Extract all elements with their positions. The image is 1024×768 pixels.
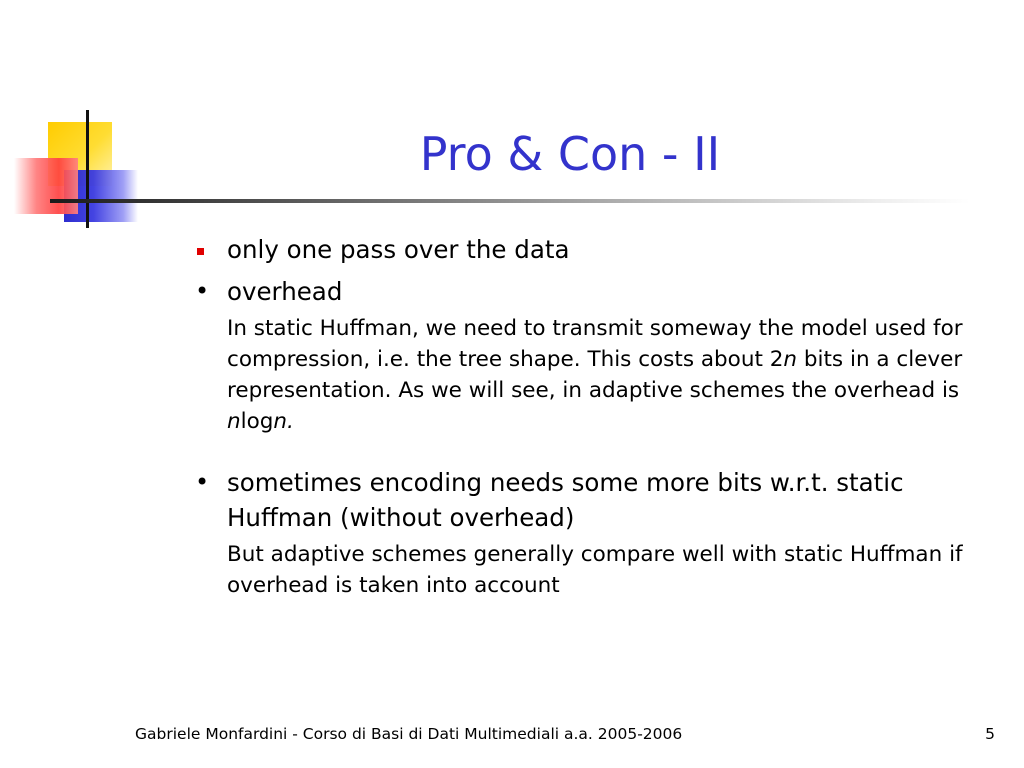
vertical-rule-decoration bbox=[86, 110, 89, 228]
bullet-text: only one pass over the data bbox=[227, 235, 570, 264]
bullet-text: sometimes encoding needs some more bits w.r.t. static Huffman (without overhead) bbox=[227, 468, 904, 532]
bullet-text: overhead bbox=[227, 277, 343, 306]
slide-footer: Gabriele Monfardini - Corso di Basi di Dati Multimediali a.a. 2005-2006 bbox=[135, 725, 683, 743]
title-underline-rule bbox=[50, 199, 970, 203]
square-bullet-icon bbox=[197, 248, 204, 255]
slide-body bbox=[195, 232, 1005, 601]
page-number: 5 bbox=[985, 725, 995, 743]
slide-title: Pro & Con - II bbox=[419, 127, 721, 181]
sub-text-italic: n bbox=[783, 347, 798, 372]
bullet-item-3 bbox=[195, 465, 1005, 535]
red-square-decoration bbox=[14, 158, 78, 214]
sub-text-part: bits in a clever representation. As we will see, in adaptive schemes the overhead is bbox=[227, 347, 963, 403]
sub-text-italic: n bbox=[227, 409, 241, 434]
sub-text-italic: n. bbox=[273, 409, 294, 434]
sub-text-part: In static Huffman, we need to transmit someway the model used for compression, i.e. the tree shape. This costs about 2 bbox=[227, 316, 963, 372]
dot-bullet-icon: • bbox=[195, 468, 210, 496]
decorative-logo bbox=[0, 0, 160, 240]
sub-paragraph-overhead bbox=[227, 313, 1005, 437]
bullet-item-1 bbox=[195, 232, 1005, 267]
sub-text-part: log bbox=[240, 409, 274, 434]
bullet-item-2 bbox=[195, 274, 1005, 309]
sub-paragraph-adaptive: But adaptive schemes generally compare well with static Huffman if overhead is taken into account bbox=[227, 542, 963, 598]
dot-bullet-icon: • bbox=[195, 277, 210, 305]
